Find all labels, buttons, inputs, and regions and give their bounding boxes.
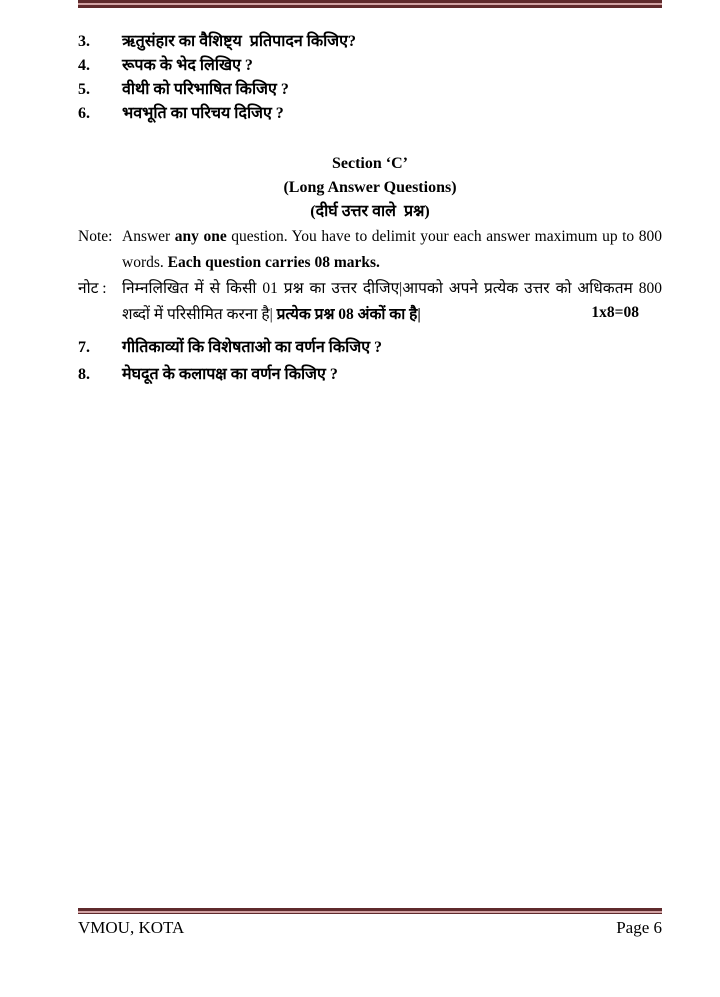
- note-text-bold: any one: [174, 228, 227, 245]
- footer-page-number: Page 6: [616, 918, 662, 937]
- note-text-bold: प्रत्येक प्रश्न 08 अंकों का है|: [276, 306, 421, 323]
- question-text: भवभूति का परिचय दिजिए ?: [122, 105, 284, 122]
- note-body-hindi: [122, 276, 662, 328]
- note-body-english: [122, 224, 662, 276]
- question-text: ऋतुसंहार का वैशिष्ट्य प्रतिपादन किजिए?: [122, 33, 357, 50]
- question-text: वीथी को परिभाषित किजिए ?: [122, 81, 289, 98]
- section-subtitle-english: (Long Answer Questions): [283, 179, 457, 196]
- note-paragraph-english: [78, 224, 662, 276]
- question-number: 5.: [78, 81, 90, 98]
- section-title: Section ‘C’: [332, 155, 408, 172]
- question-text: रूपक के भेद लिखिए ?: [122, 57, 253, 74]
- question-number: 7.: [78, 339, 90, 356]
- question-item: [78, 54, 662, 78]
- note-text: निम्नलिखित में से किसी 01 प्रश्न का उत्तर दीजिए|आपको अपने प्रत्येक उत्तर को अधिकतम 800 शब्दों में परिसीमित करना है|: [122, 280, 662, 323]
- question-item: [78, 334, 662, 361]
- section-subtitle-hindi: (दीर्घ उत्तर वाले प्रश्न): [310, 203, 430, 220]
- page-footer: [78, 916, 662, 940]
- question-number: 8.: [78, 366, 90, 383]
- footer-rule: [78, 908, 662, 914]
- question-number: 3.: [78, 33, 90, 50]
- question-item: [78, 78, 662, 102]
- short-answer-question-list: [78, 30, 662, 126]
- section-heading: [78, 152, 662, 224]
- note-text: question. You have to delimit your each answer maximum up to 800 words.: [122, 228, 662, 271]
- question-item: [78, 361, 662, 388]
- question-number: 6.: [78, 105, 90, 122]
- note-text: Answer: [122, 228, 175, 245]
- question-text: मेघदूत के कलापक्ष का वर्णन किजिए ?: [122, 366, 338, 383]
- note-label-english: Note:: [78, 228, 113, 245]
- note-label-hindi: नोट :: [78, 280, 107, 297]
- question-text: गीतिकाव्यों कि विशेषताओ का वर्णन किजिए ?: [122, 339, 383, 356]
- question-item: [78, 102, 662, 126]
- note-text-bold: Each question carries 08 marks.: [167, 254, 380, 271]
- page-content: [78, 0, 662, 388]
- question-number: 4.: [78, 57, 90, 74]
- note-paragraph-hindi: [78, 276, 662, 328]
- footer-organization: VMOU, KOTA: [78, 918, 185, 937]
- long-answer-question-list: [78, 334, 662, 388]
- question-item: [78, 30, 662, 54]
- marks-scheme: 1x8=08: [591, 304, 639, 321]
